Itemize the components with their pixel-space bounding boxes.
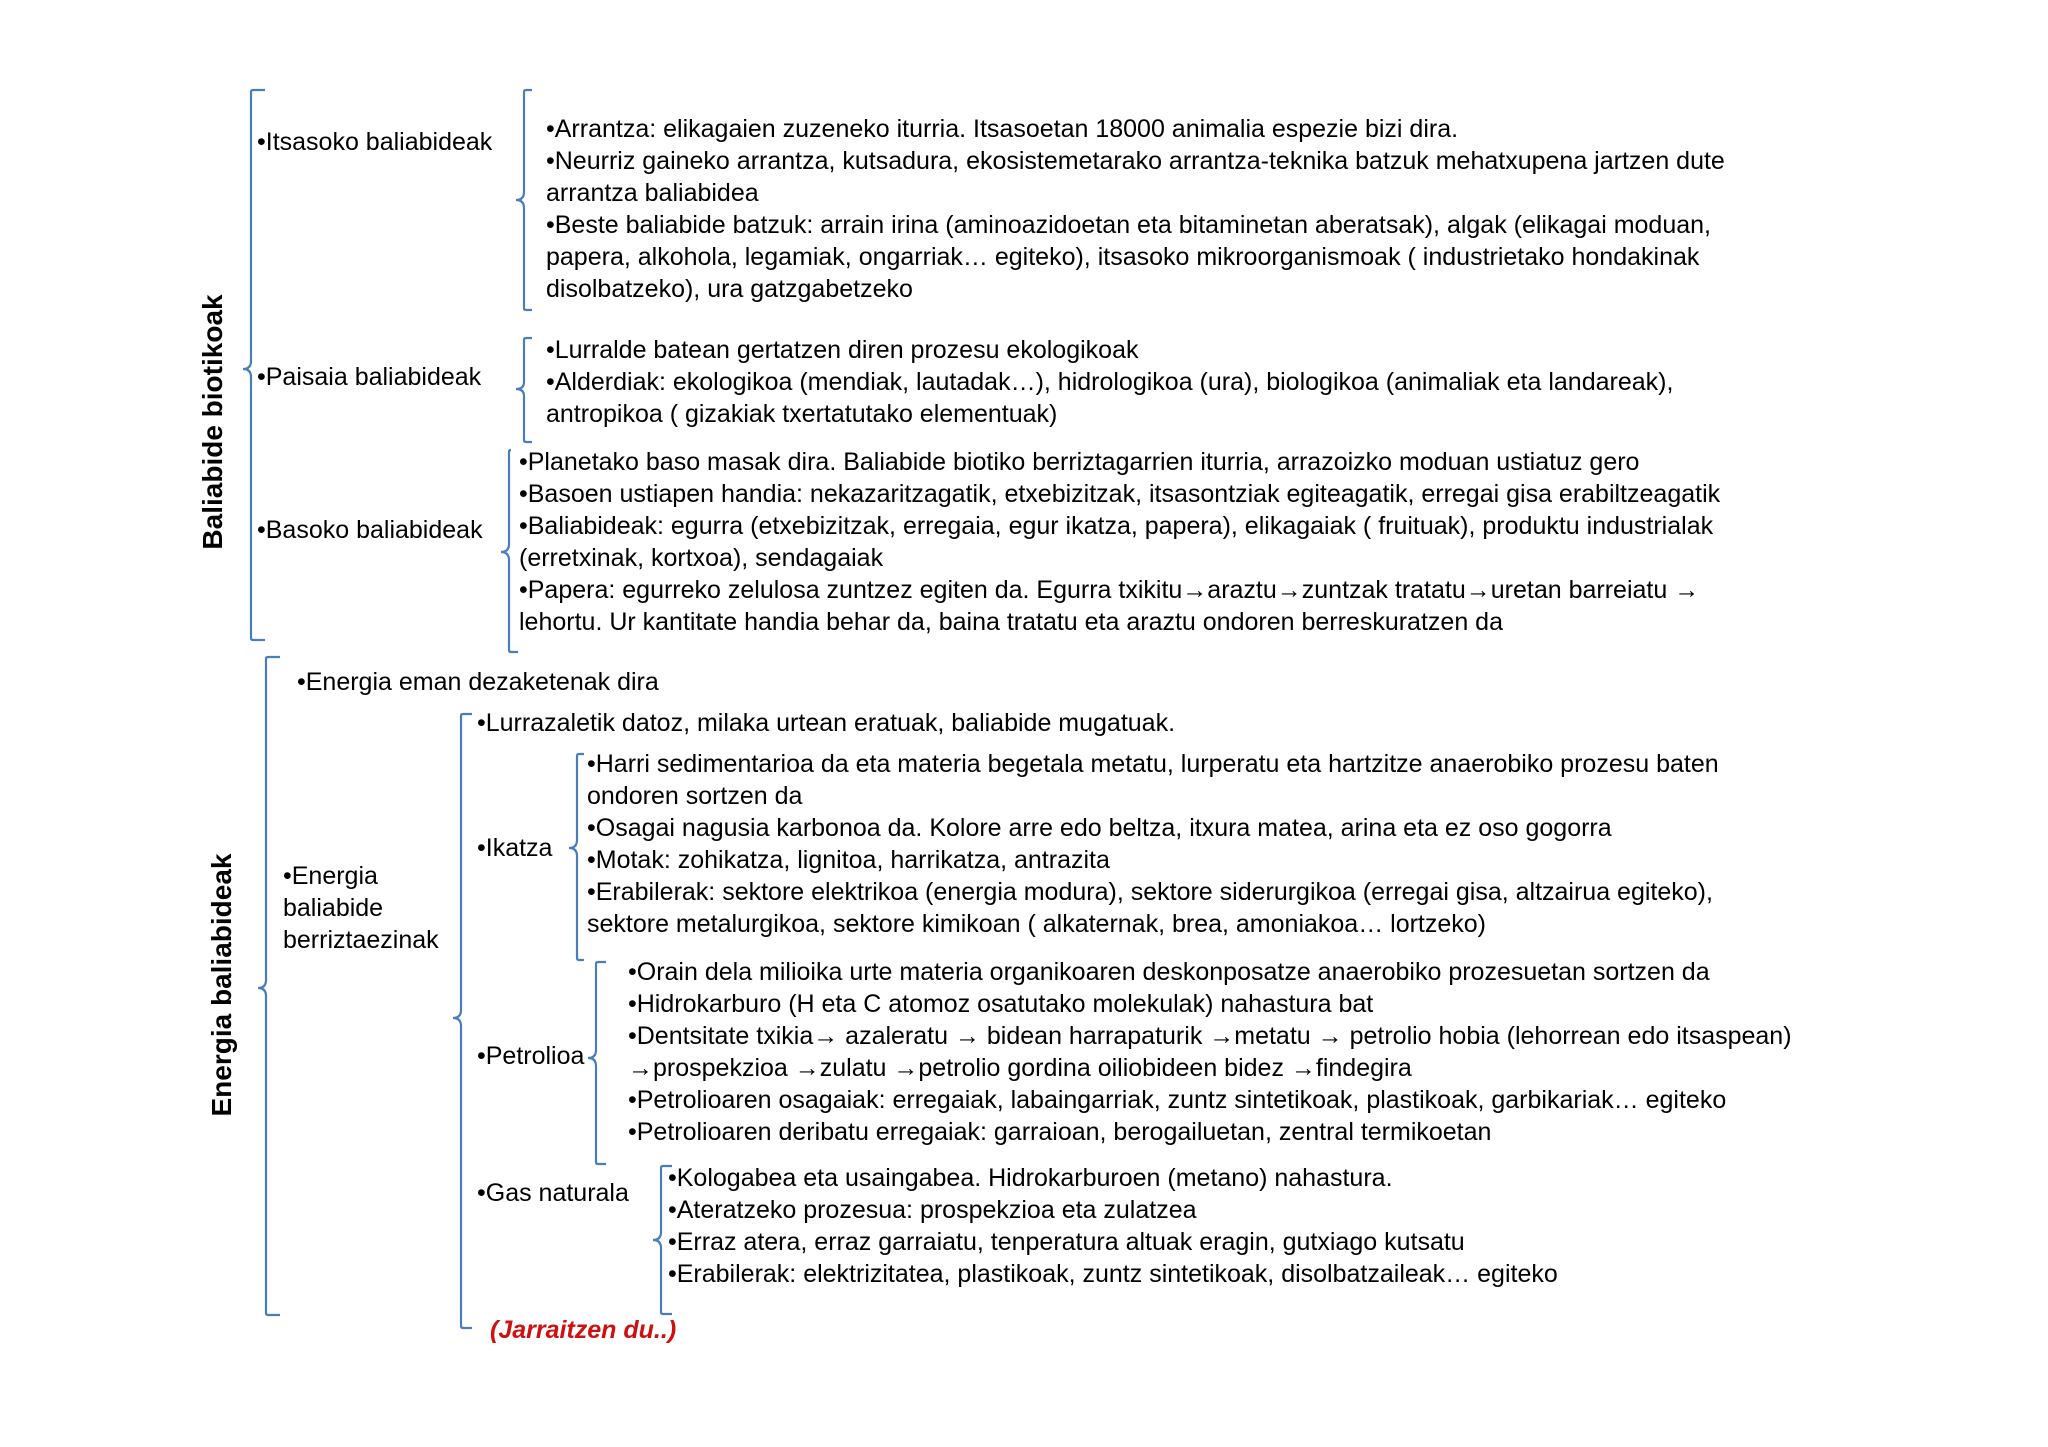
petrolioa-label: •Petrolioa (477, 1042, 585, 1070)
label-line: •Energia (283, 862, 378, 890)
text-line: •Kologabea eta usaingabea. Hidrokarburoen (metano) nahastura. (668, 1164, 1393, 1192)
text-line: (erretxinak, kortxoa), sendagaiak (519, 544, 884, 572)
baso-bracket (501, 450, 518, 652)
text-line: ondoren sortzen da (587, 782, 803, 810)
text-line: •Ateratzeko prozesua: prospekzioa eta zulatzea (668, 1196, 1197, 1224)
text-line: →prospekzioa →zulatu →petrolio gordina oiliobideen bidez →findegira (628, 1054, 1412, 1082)
text-line: •Baliabideak: egurra (etxebizitzak, erregaia, egur ikatza, papera), elikagaiak ( fruituak), produktu industrialak (519, 512, 1714, 540)
baso-label: •Basoko baliabideak (257, 516, 483, 544)
nonrenewable-intro: •Lurrazaletik datoz, milaka urtean eratuak, baliabide mugatuak. (477, 709, 1176, 737)
baso-text (519, 446, 1720, 638)
continue-note: (Jarraitzen du..) (490, 1316, 677, 1344)
text-line: •Petrolioaren deribatu erregaiak: garraioan, berogailuetan, zentral termikoetan (628, 1118, 1492, 1146)
text-line: •Erabilerak: sektore elektrikoa (energia modura), sektore siderurgikoa (erregai gisa, altzairua egiteko), (587, 878, 1713, 906)
text-line: •Orain dela milioika urte materia organikoaren deskonposatze anaerobiko prozesuetan sortzen da (628, 958, 1710, 986)
biotic-title: Baliabide biotikoak (197, 294, 228, 550)
text-line: •Erraz atera, erraz garraiatu, tenperatura altuak eragin, gutxiago kutsatu (668, 1228, 1465, 1256)
text-line: •Arrantza: elikagaien zuzeneko iturria. Itsasoetan 18000 animalia espezie bizi dira. (546, 115, 1459, 143)
ikatza-text (587, 748, 1719, 940)
gas-text (668, 1162, 1558, 1290)
text-line: •Planetako baso masak dira. Baliabide biotiko berriztagarrien iturria, arrazoizko moduan ustiatuz gero (519, 448, 1640, 476)
gas-label: •Gas naturala (477, 1179, 629, 1207)
text-line: •Lurralde batean gertatzen diren prozesu ekologikoak (546, 336, 1139, 364)
nonrenewable-bracket (453, 714, 472, 1328)
text-line: antropikoa ( gizakiak txertatutako elementuak) (546, 400, 1058, 428)
text-line: •Motak: zohikatza, lignitoa, harrikatza, antrazita (587, 846, 1110, 874)
itsaso-bracket (516, 90, 532, 310)
text-line: •Hidrokarburo (H eta C atomoz osatutako molekulak) nahastura bat (628, 990, 1374, 1018)
text-line: disolbatzeko), ura gatzgabetzeko (546, 275, 913, 303)
label-line: berriztaezinak (283, 926, 439, 954)
paisaia-bracket (516, 338, 532, 442)
label-line: baliabide (283, 894, 384, 922)
text-line: sektore metalurgikoa, sektore kimikoan ( alkaternak, brea, amoniakoa… lortzeko) (587, 910, 1487, 938)
paisaia-text (546, 334, 1673, 430)
text-line: •Erabilerak: elektrizitatea, plastikoak, zuntz sintetikoak, disolbatzaileak… egiteko (668, 1260, 1558, 1288)
text-line: arrantza baliabidea (546, 179, 759, 207)
text-line: •Alderdiak: ekologikoa (mendiak, lautadak…), hidrologikoa (ura), biologikoa (animaliak eta landareak), (546, 368, 1674, 396)
text-line: •Neurriz gaineko arrantza, kutsadura, ekosistemetarako arrantza-teknika batzuk mehatxupena jartzen dute (546, 147, 1725, 175)
itsaso-label: •Itsasoko baliabideak (257, 128, 493, 156)
text-line: •Basoen ustiapen handia: nekazaritzagatik, etxebizitzak, itsasontziak egiteagatik, erregai gisa erabiltzeagatik (519, 480, 1721, 508)
nonrenewable-label (283, 860, 439, 956)
petrolioa-text (628, 956, 1792, 1148)
energy-title: Energia baliabideak (206, 853, 237, 1117)
text-line: •Dentsitate txikia→ azaleratu → bidean harrapaturik →metatu → petrolio hobia (lehorrean edo itsaspean) (628, 1022, 1792, 1050)
energy-main-bracket (258, 657, 280, 1315)
ikatza-label: •Ikatza (477, 834, 553, 862)
itsaso-text (546, 113, 1725, 305)
text-line: •Papera: egurreko zelulosa zuntzez egiten da. Egurra txikitu→araztu→zuntzak tratatu→uretan barreiatu → (519, 576, 1700, 604)
text-line: •Petrolioaren osagaiak: erregaiak, labaingarriak, zuntz sintetikoak, plastikoak, garbikariak… egiteko (628, 1086, 1727, 1114)
petrolioa-bracket (588, 962, 606, 1164)
text-line: lehortu. Ur kantitate handia behar da, baina tratatu eta araztu ondoren berreskuratzen da (519, 608, 1503, 636)
energy-intro: •Energia eman dezaketenak dira (297, 668, 659, 696)
paisaia-label: •Paisaia baliabideak (257, 363, 482, 391)
text-line: papera, alkohola, legamiak, ongarriak… egiteko), itsasoko mikroorganismoak ( industrietako hondakinak (546, 243, 1700, 271)
text-line: •Beste baliabide batzuk: arrain irina (aminoazidoetan eta bitaminetan aberatsak), algak (elikagai moduan, (546, 211, 1711, 239)
text-line: •Osagai nagusia karbonoa da. Kolore arre edo beltza, itxura matea, arina eta ez oso gogorra (587, 814, 1612, 842)
text-line: •Harri sedimentarioa da eta materia begetala metatu, lurperatu eta hartzitze anaerobiko prozesu baten (587, 750, 1719, 778)
ikatza-bracket (569, 754, 584, 960)
